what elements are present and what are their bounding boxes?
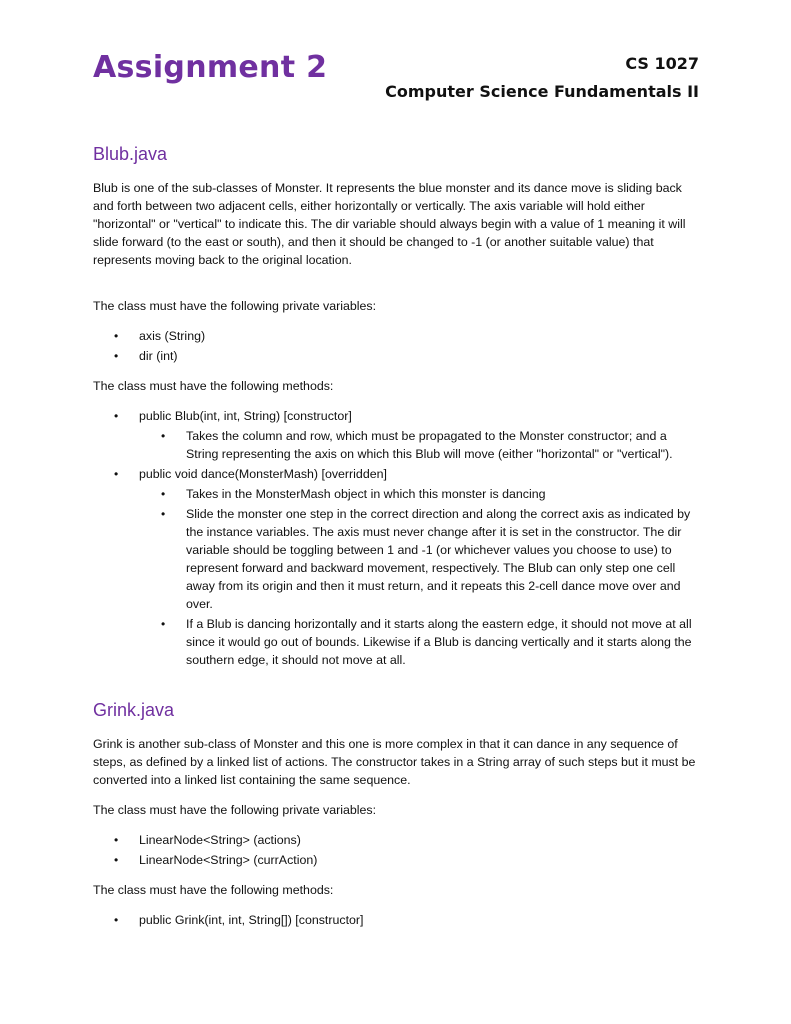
course-name: Computer Science Fundamentals II <box>385 82 699 101</box>
section-heading: Grink.java <box>93 700 175 720</box>
method-signature: public Blub(int, int, String) [constructor] <box>139 409 352 423</box>
course-code: CS 1027 <box>625 54 699 73</box>
list-item: • axis (String) <box>93 327 699 345</box>
assignment-title: Assignment 2 <box>93 50 328 85</box>
method-item <box>93 911 699 929</box>
section-blub <box>93 143 699 669</box>
list-item: • Takes in the MonsterMash object in which this monster is dancing <box>139 485 699 503</box>
methods-list <box>93 407 699 669</box>
variables-label: The class must have the following private variables: <box>93 803 377 817</box>
methods-label: The class must have the following methods: <box>93 883 334 897</box>
method-signature: public void dance(MonsterMash) [overridden] <box>139 467 387 481</box>
section-grink <box>93 699 699 929</box>
list-item: • If a Blub is dancing horizontally and it starts along the eastern edge, it should not move at all since it would go out of bounds. Likewise if a Blub is dancing vertically and it starts along the southern edge, it should not move at all. <box>139 615 699 669</box>
variables-list <box>93 327 699 365</box>
method-item <box>93 465 699 669</box>
method-details <box>139 427 699 463</box>
method-item <box>93 407 699 463</box>
section-heading: Blub.java <box>93 144 168 164</box>
section-intro: Grink is another sub-class of Monster and this one is more complex in that it can dance in any sequence of steps, as defined by a linked list of actions. The constructor takes in a String array of such steps but it must be converted into a linked list containing the same sequence. <box>93 737 696 787</box>
list-item: • LinearNode<String> (actions) <box>93 831 699 849</box>
document-body <box>93 143 699 941</box>
variables-list <box>93 831 699 869</box>
list-item: • Takes the column and row, which must be propagated to the Monster constructor; and a String representing the axis on which this Blub will move (either "horizontal" or "vertical"). <box>139 427 699 463</box>
list-item: • Slide the monster one step in the correct direction and along the correct axis as indicated by the instance variables. The axis must never change after it is set in the constructor. The dir variable should be toggling between 1 and -1 (or whichever values you choose to use) to represent forward and backward movement, respectively. The Blub can only step one cell away from its origin and then it must return, and it repeats this 2-cell dance move over and over. <box>139 505 699 613</box>
methods-label: The class must have the following methods: <box>93 379 334 393</box>
method-details <box>139 485 699 669</box>
methods-list <box>93 911 699 929</box>
section-intro: Blub is one of the sub-classes of Monster. It represents the blue monster and its dance move is sliding back and forth between two adjacent cells, either horizontally or vertically. The axis variable will hold either "horizontal" or "vertical" to indicate this. The dir variable should always begin with a value of 1 meaning it will slide forward (to the east or south), and then it should be changed to -1 (or another suitable value) that represents moving back to the original location. <box>93 181 686 267</box>
course-header <box>385 50 699 106</box>
list-item: • LinearNode<String> (currAction) <box>93 851 699 869</box>
variables-label: The class must have the following private variables: <box>93 299 377 313</box>
method-signature: public Grink(int, int, String[]) [constructor] <box>139 913 364 927</box>
list-item: • dir (int) <box>93 347 699 365</box>
